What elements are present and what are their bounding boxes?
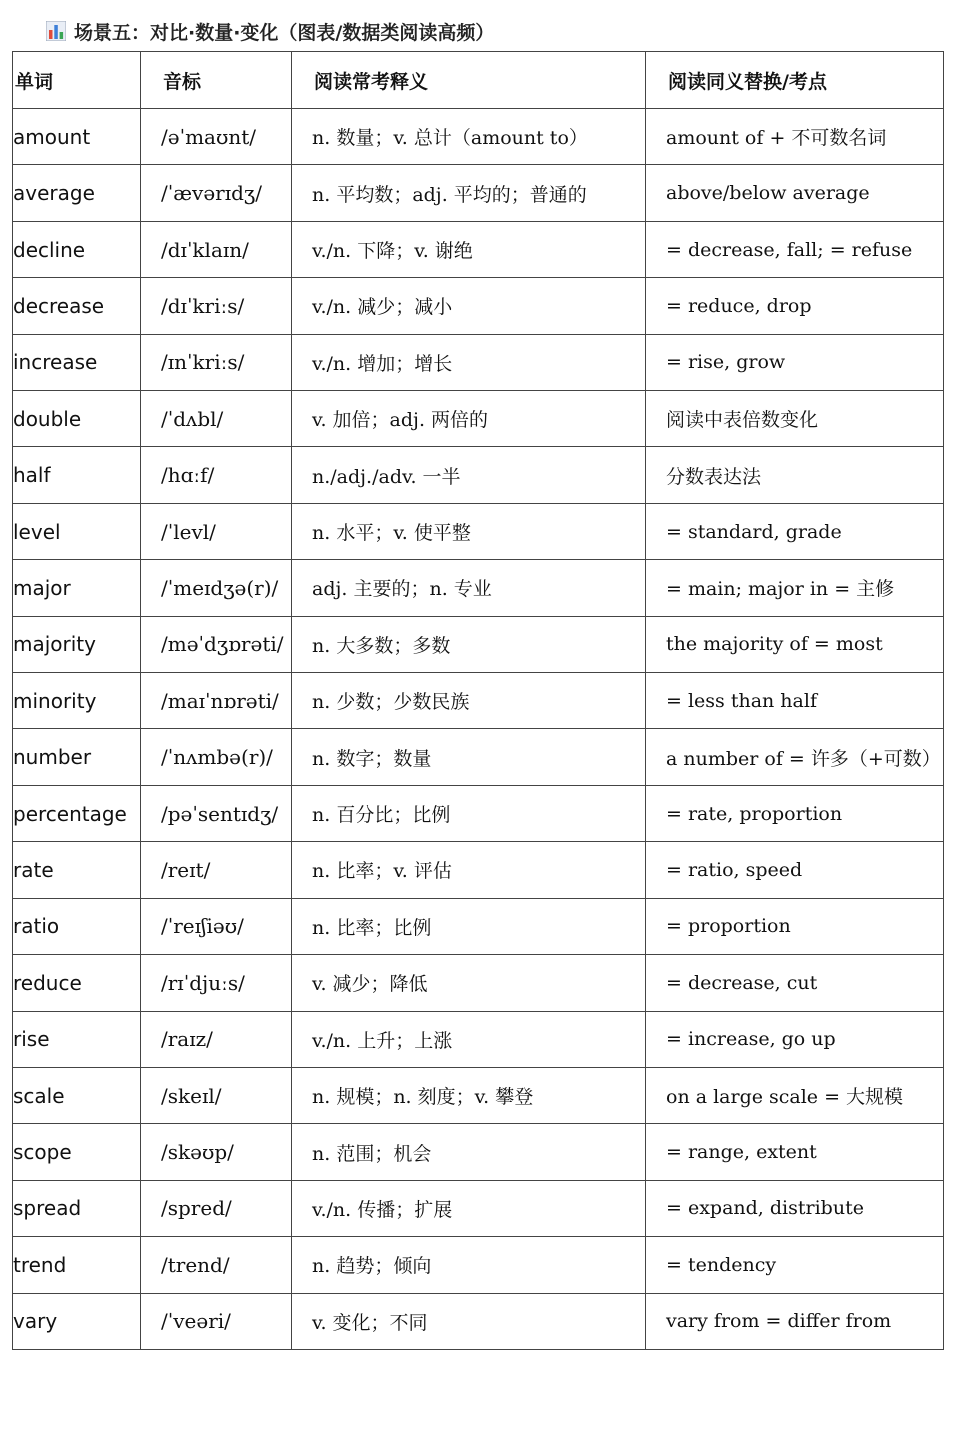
phonetic-cell: /rɪˈdjuːs/ — [141, 955, 292, 1011]
word-cell: double — [13, 391, 141, 447]
definition-cell: n. 水平；v. 使平整 — [292, 503, 646, 559]
vocabulary-table — [12, 51, 944, 1350]
word-cell: minority — [13, 673, 141, 729]
word-cell: majority — [13, 616, 141, 672]
definition-cell: n. 范围；机会 — [292, 1124, 646, 1180]
phonetic-cell: /ˈlevl/ — [141, 503, 292, 559]
synonym-cell: = decrease, fall; = refuse — [646, 221, 944, 277]
definition-cell: v./n. 传播；扩展 — [292, 1180, 646, 1236]
synonym-cell: = rise, grow — [646, 334, 944, 390]
table-row — [13, 221, 944, 277]
table-row — [13, 1237, 944, 1293]
bar-chart-icon — [46, 21, 66, 41]
definition-cell: n. 比率；v. 评估 — [292, 842, 646, 898]
table-row — [13, 1011, 944, 1067]
table-row — [13, 955, 944, 1011]
phonetic-cell: /pəˈsentɪdʒ/ — [141, 785, 292, 841]
word-cell: reduce — [13, 955, 141, 1011]
word-cell: half — [13, 447, 141, 503]
phonetic-cell: /əˈmaʊnt/ — [141, 109, 292, 165]
table-row — [13, 109, 944, 165]
word-cell: decrease — [13, 278, 141, 334]
synonym-cell: above/below average — [646, 165, 944, 221]
word-cell: decline — [13, 221, 141, 277]
definition-cell: n. 数字；数量 — [292, 729, 646, 785]
phonetic-cell: /reɪt/ — [141, 842, 292, 898]
table-row — [13, 503, 944, 559]
col-header-definition: 阅读常考释义 — [292, 52, 646, 109]
synonym-cell: = increase, go up — [646, 1011, 944, 1067]
col-header-ipa: 音标 — [141, 52, 292, 109]
col-header-synonym: 阅读同义替换/考点 — [646, 52, 944, 109]
phonetic-cell: /skeɪl/ — [141, 1067, 292, 1123]
table-row — [13, 785, 944, 841]
heading-text: 场景五：对比·数量·变化（图表/数据类阅读高频） — [74, 21, 495, 44]
table-row — [13, 1180, 944, 1236]
word-cell: amount — [13, 109, 141, 165]
phonetic-cell: /ˈmeɪdʒə(r)/ — [141, 560, 292, 616]
phonetic-cell: /ˈnʌmbə(r)/ — [141, 729, 292, 785]
synonym-cell: = proportion — [646, 898, 944, 954]
phonetic-cell: /skəʊp/ — [141, 1124, 292, 1180]
word-cell: increase — [13, 334, 141, 390]
word-cell: scope — [13, 1124, 141, 1180]
synonym-cell: on a large scale = 大规模 — [646, 1067, 944, 1123]
phonetic-cell: /dɪˈkriːs/ — [141, 278, 292, 334]
definition-cell: n. 比率；比例 — [292, 898, 646, 954]
table-row — [13, 560, 944, 616]
definition-cell: n. 平均数；adj. 平均的；普通的 — [292, 165, 646, 221]
table-row — [13, 165, 944, 221]
table-row — [13, 278, 944, 334]
synonym-cell: = ratio, speed — [646, 842, 944, 898]
header-row — [13, 52, 944, 109]
phonetic-cell: /dɪˈklaɪn/ — [141, 221, 292, 277]
definition-cell: v./n. 增加；增长 — [292, 334, 646, 390]
synonym-cell: = decrease, cut — [646, 955, 944, 1011]
definition-cell: v./n. 上升；上涨 — [292, 1011, 646, 1067]
word-cell: level — [13, 503, 141, 559]
word-cell: average — [13, 165, 141, 221]
table-row — [13, 898, 944, 954]
synonym-cell: = tendency — [646, 1237, 944, 1293]
synonym-cell: = standard, grade — [646, 503, 944, 559]
word-cell: scale — [13, 1067, 141, 1123]
phonetic-cell: /hɑːf/ — [141, 447, 292, 503]
phonetic-cell: /spred/ — [141, 1180, 292, 1236]
definition-cell: n./adj./adv. 一半 — [292, 447, 646, 503]
word-cell: vary — [13, 1293, 141, 1349]
phonetic-cell: /ˈveəri/ — [141, 1293, 292, 1349]
table-row — [13, 616, 944, 672]
phonetic-cell: /raɪz/ — [141, 1011, 292, 1067]
synonym-cell: = rate, proportion — [646, 785, 944, 841]
phonetic-cell: /ˈævərɪdʒ/ — [141, 165, 292, 221]
definition-cell: v./n. 下降；v. 谢绝 — [292, 221, 646, 277]
table-row — [13, 673, 944, 729]
definition-cell: v. 变化；不同 — [292, 1293, 646, 1349]
phonetic-cell: /maɪˈnɒrəti/ — [141, 673, 292, 729]
definition-cell: n. 少数；少数民族 — [292, 673, 646, 729]
synonym-cell: = expand, distribute — [646, 1180, 944, 1236]
synonym-cell: = less than half — [646, 673, 944, 729]
word-cell: rate — [13, 842, 141, 898]
phonetic-cell: /ˈreɪʃiəʊ/ — [141, 898, 292, 954]
word-cell: ratio — [13, 898, 141, 954]
synonym-cell: = main; major in = 主修 — [646, 560, 944, 616]
synonym-cell: 分数表达法 — [646, 447, 944, 503]
table-row — [13, 729, 944, 785]
phonetic-cell: /ɪnˈkriːs/ — [141, 334, 292, 390]
word-cell: major — [13, 560, 141, 616]
page-heading — [46, 16, 494, 46]
table-row — [13, 391, 944, 447]
table-row — [13, 842, 944, 898]
definition-cell: n. 大多数；多数 — [292, 616, 646, 672]
phonetic-cell: /məˈdʒɒrəti/ — [141, 616, 292, 672]
table-row — [13, 334, 944, 390]
phonetic-cell: /ˈdʌbl/ — [141, 391, 292, 447]
definition-cell: n. 百分比；比例 — [292, 785, 646, 841]
word-cell: percentage — [13, 785, 141, 841]
word-cell: spread — [13, 1180, 141, 1236]
table-row — [13, 447, 944, 503]
table-row — [13, 1293, 944, 1349]
definition-cell: adj. 主要的；n. 专业 — [292, 560, 646, 616]
phonetic-cell: /trend/ — [141, 1237, 292, 1293]
synonym-cell: the majority of = most — [646, 616, 944, 672]
synonym-cell: = range, extent — [646, 1124, 944, 1180]
word-cell: number — [13, 729, 141, 785]
table-row — [13, 1124, 944, 1180]
definition-cell: v. 减少；降低 — [292, 955, 646, 1011]
synonym-cell: a number of = 许多（+可数） — [646, 729, 944, 785]
definition-cell: n. 趋势；倾向 — [292, 1237, 646, 1293]
synonym-cell: = reduce, drop — [646, 278, 944, 334]
synonym-cell: amount of + 不可数名词 — [646, 109, 944, 165]
word-cell: rise — [13, 1011, 141, 1067]
col-header-word: 单词 — [13, 52, 141, 109]
definition-cell: n. 规模；n. 刻度；v. 攀登 — [292, 1067, 646, 1123]
definition-cell: v. 加倍；adj. 两倍的 — [292, 391, 646, 447]
word-cell: trend — [13, 1237, 141, 1293]
table-row — [13, 1067, 944, 1123]
synonym-cell: 阅读中表倍数变化 — [646, 391, 944, 447]
synonym-cell: vary from = differ from — [646, 1293, 944, 1349]
definition-cell: n. 数量；v. 总计（amount to） — [292, 109, 646, 165]
definition-cell: v./n. 减少；减小 — [292, 278, 646, 334]
